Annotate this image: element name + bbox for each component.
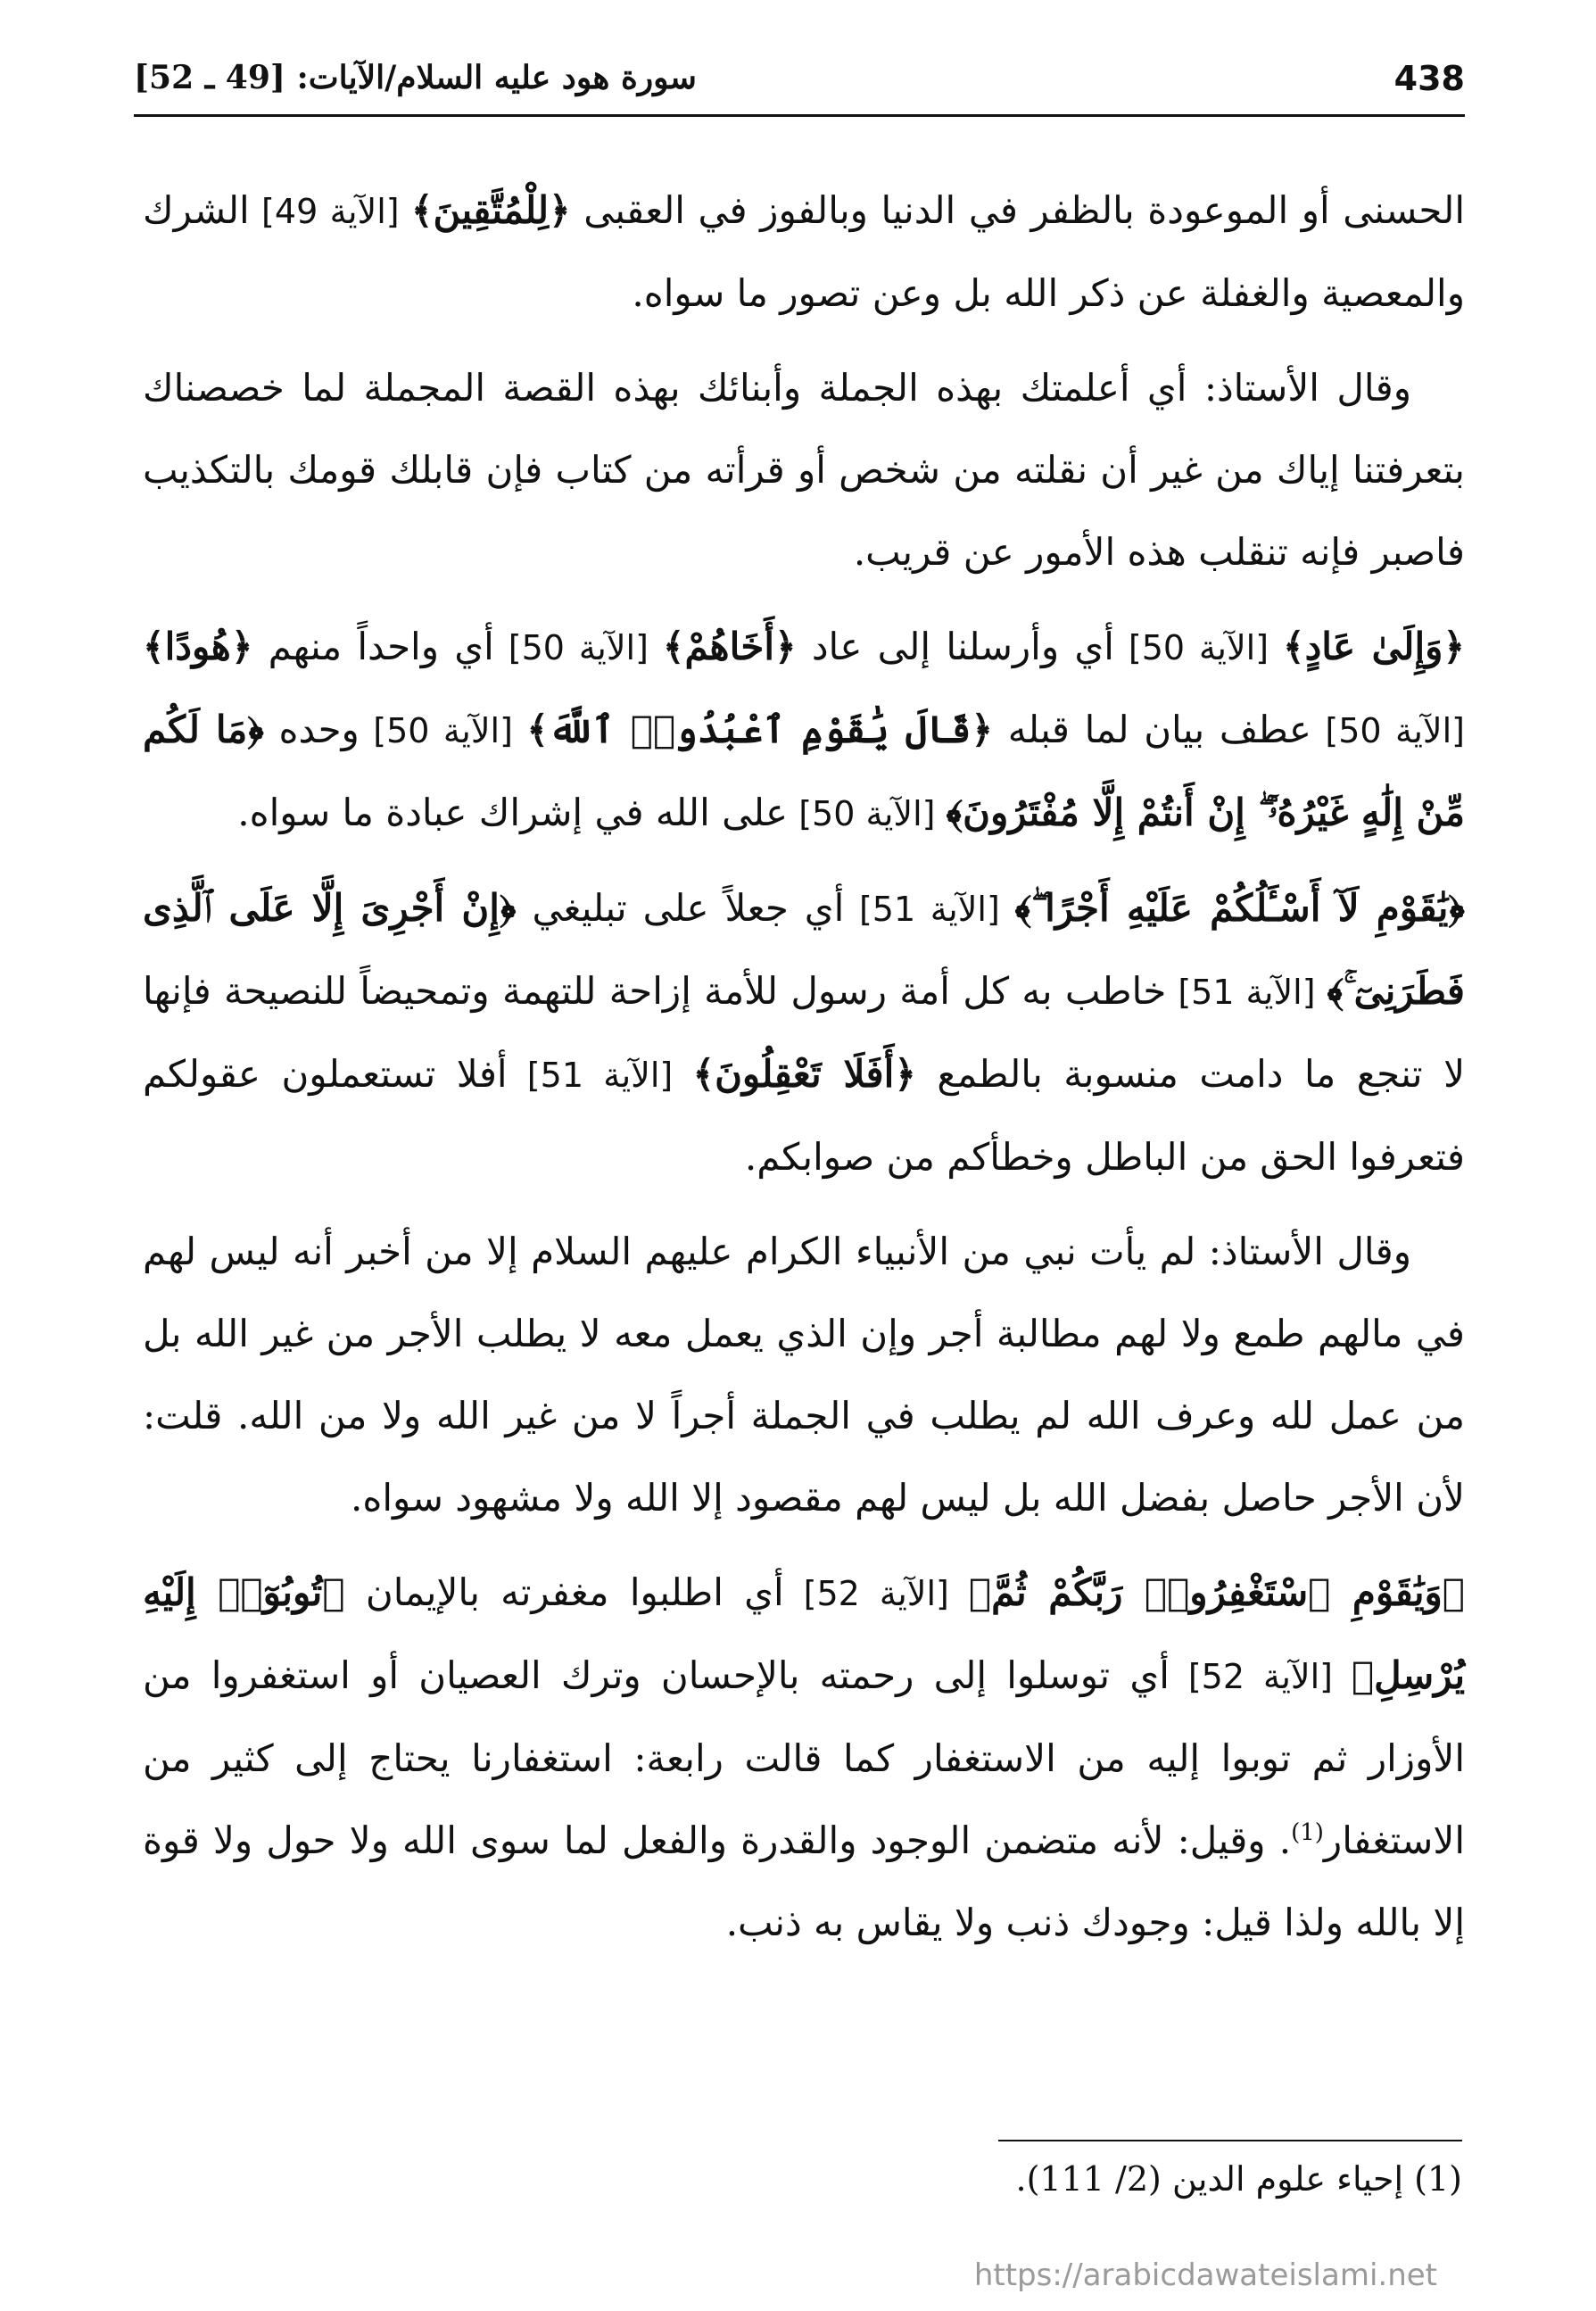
- text-segment: على الله في إشراك عبادة ما سواه.: [237, 791, 789, 834]
- text-segment: . وقيل: لأنه متضمن الوجود والقدرة والفعل لما سوى الله ولا حول ولا قوة إلا بالله ولذا قيل: وجودك ذنب ولا يقاس به ذنب.: [143, 1818, 1465, 1944]
- text-segment: الحسنى أو الموعودة بالظفر في الدنيا وبالفوز في العقبى: [570, 188, 1465, 232]
- verse-reference: [الآية 50]: [788, 794, 947, 833]
- text-segment: وقال الأستاذ: أي أعلمتك بهذه الجملة وأبنائك بهذه القصة المجملة لما خصصناك بتعرفتنا إياك من غير أن نقلته من شخص أو قرأته من كتاب فإن قابلك قومك بالتكذيب فاصبر فإنه تنقلب هذه الأمور عن قريب.: [143, 366, 1466, 574]
- quran-quote: ﴿تُوبُوٓا۟ إِلَيْهِ يُرْسِلِ﴾: [143, 1570, 1466, 1697]
- verse-reference: [الآية 49]: [249, 192, 411, 231]
- quran-quote: ﴿قَالَ يَٰقَوْمِ ٱعْبُدُوا۟ ٱللَّهَ﴾: [526, 708, 994, 751]
- verse-reference: [الآية 50]: [1311, 711, 1465, 750]
- text-segment: عطف بيان لما قبله: [993, 708, 1311, 751]
- text-segment: أي جعلاً على تبليغي: [516, 886, 845, 930]
- verse-reference: [الآية 50]: [1113, 628, 1283, 667]
- quran-quote: ﴿مَا لَكُم مِّنْ إِلَٰهٍ غَيْرُهُۥٓ ۖ إِنْ أَنتُمْ إِلَّا مُفْتَرُونَ﴾: [143, 708, 1465, 834]
- text-segment: خاطب به كل أمة رسول للأمة إزاحة للتهمة وتمحيضاً للنصيحة فإنها لا تنجع ما دامت منسوبة بالطمع: [143, 969, 1466, 1096]
- running-title: سورة هود عليه السلام/الآيات: [49 ـ 52]: [134, 59, 697, 96]
- quran-quote: ﴿إِنْ أَجْرِىَ إِلَّا عَلَى ٱلَّذِى فَطَرَنِىٓ ۚ﴾: [143, 886, 1465, 1013]
- quran-quote: ﴿وَإِلَىٰ عَادٍ﴾: [1282, 625, 1466, 668]
- watermark-url: https://arabicdawateislami.net: [973, 2257, 1437, 2293]
- footnote-marker: (1): [1291, 1819, 1324, 1846]
- quran-quote: ﴿يَٰقَوْمِ لَآ أَسْـَٔلُكُمْ عَلَيْهِ أَجْرًا ۖ﴾: [1014, 886, 1465, 930]
- text-segment: أي اطلبوا مغفرته بالإيمان: [344, 1570, 784, 1614]
- verse-reference: [الآية 51]: [507, 1056, 693, 1095]
- footnote-number: (1): [1414, 2159, 1462, 2199]
- text-segment: أفلا تستعملون عقولكم فتعرفوا الحق من الباطل وخطأكم من صوابكم.: [143, 1052, 1465, 1179]
- verse-reference: [الآية 52]: [783, 1574, 969, 1613]
- header-rule: [134, 114, 1465, 117]
- text-segment: الشرك والمعصية والغفلة عن ذكر الله بل وعن تصور ما سواه.: [143, 188, 1465, 315]
- paragraph-4: [143, 867, 1465, 1198]
- text-segment: أي وأرسلنا إلى عاد: [796, 625, 1114, 668]
- quran-quote: ﴿أَفَلَا تَعْقِلُونَ﴾: [692, 1052, 916, 1096]
- paragraph-6: [143, 1552, 1465, 1964]
- footnote-rule: [998, 2140, 1462, 2141]
- text-segment: أي واحداً منهم: [252, 625, 494, 668]
- paragraph-3: [143, 606, 1465, 855]
- quran-quote: ﴿هُودًا﴾: [143, 625, 253, 668]
- paragraph-5: [143, 1211, 1465, 1539]
- verse-reference: [الآية 52]: [1169, 1657, 1352, 1696]
- text-segment: وحده: [263, 708, 360, 751]
- page-number: 438: [1393, 59, 1465, 98]
- verse-reference: [الآية 51]: [844, 890, 1015, 929]
- paragraph-2: [143, 347, 1465, 593]
- verse-reference: [الآية 51]: [1166, 973, 1327, 1012]
- quran-quote: ﴿وَيَٰقَوْمِ ٱسْتَغْفِرُوا۟ رَبَّكُمْ ثُمَّ﴾: [968, 1570, 1465, 1614]
- footnote-text: إحياء علوم الدين (2/ 111).: [1015, 2159, 1415, 2199]
- text-segment: وقال الأستاذ: لم يأت نبي من الأنبياء الكرام عليهم السلام إلا من أخبر أنه ليس لهم في مالهم طمع ولا لهم مطالبة أجر وإن الذي يعمل معه لا يطلب الأجر من غير الله بل من عمل لله وعرف الله لم يطلب في الجملة أجراً لا من غير الله ولا من الله. قلت: لأن الأجر حاصل بفضل الله بل ليس لهم مقصود إلا الله ولا مشهود سواه.: [143, 1230, 1465, 1520]
- footnote: [140, 2152, 1462, 2206]
- quran-quote: ﴿لِلْمُتَّقِينَ﴾: [410, 188, 571, 232]
- body-text: [143, 170, 1465, 1976]
- verse-reference: [الآية 50]: [493, 628, 663, 667]
- paragraph-1: [143, 170, 1465, 335]
- page-header: [134, 55, 1465, 111]
- verse-reference: [الآية 50]: [359, 711, 527, 750]
- text-segment: أي توسلوا إلى رحمته بالإحسان وترك العصيان أو استغفروا من الأوزار ثم توبوا إليه من الاستغفار كما قالت رابعة: استغفارنا يحتاج إلى كثير من الاستغفار: [143, 1653, 1465, 1862]
- quran-quote: ﴿أَخَاهُمْ﴾: [662, 625, 797, 668]
